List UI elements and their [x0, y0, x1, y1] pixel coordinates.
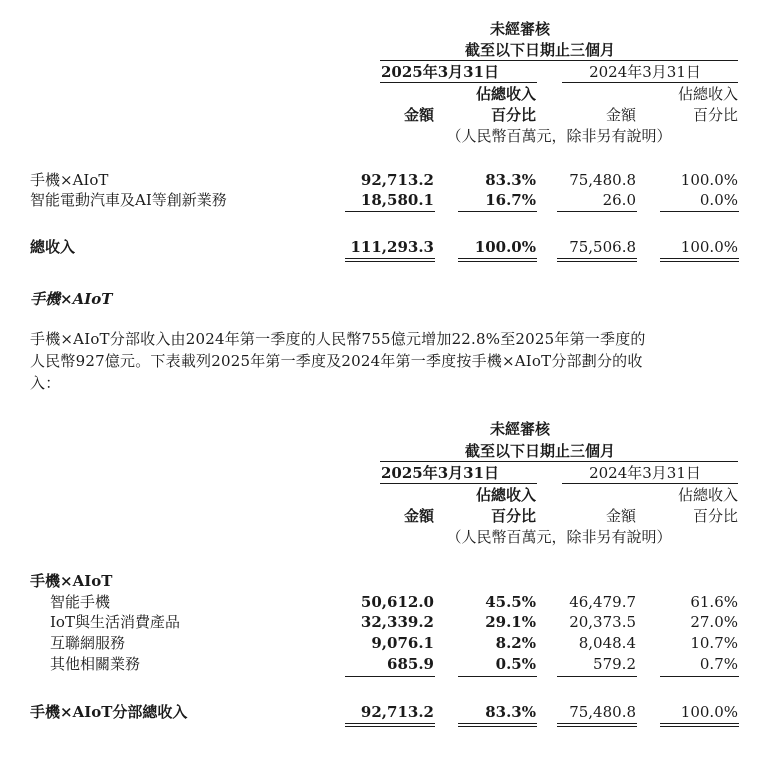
t2-row3-pct2024: 10.7% [690, 634, 738, 652]
t2-row2-label: IoT與生活消費產品 [50, 613, 180, 631]
header-rule [380, 60, 738, 61]
t1-dbl-b2 [458, 261, 537, 262]
t2-pct-label2-2025: 百分比 [490, 507, 536, 525]
t2-row2-pct2024: 27.0% [690, 613, 738, 631]
t1-dbl-a2 [345, 261, 435, 262]
t2-row4-amt2024: 579.2 [593, 655, 636, 673]
t2-date-2024-heading: 2024年3月31日 [589, 464, 701, 482]
t1-row1-amt2025: 92,713.2 [360, 171, 434, 189]
t2-amount-label-2025: 金額 [403, 507, 434, 525]
t1-row1-pct2025: 83.3% [485, 171, 536, 189]
t2-row1-amt2025: 50,612.0 [360, 593, 434, 611]
t2-dbl-c2 [557, 726, 637, 727]
t1-row2-amt2025: 18,580.1 [360, 191, 434, 209]
t2-row4-amt2025: 685.9 [387, 655, 434, 673]
t2-row2-amt2025: 32,339.2 [360, 613, 434, 631]
t1-rule-pct2025 [458, 211, 537, 212]
t1-total-amt2024: 75,506.8 [569, 238, 636, 256]
t1-dbl-d2 [660, 261, 739, 262]
unit-note: （人民幣百萬元，除非另有說明） [446, 127, 672, 145]
t2-total-amt2025: 92,713.2 [360, 703, 434, 721]
t2-total-label: 手機×AIoT分部總收入 [30, 703, 188, 721]
t2-pct-label2-2024: 百分比 [692, 507, 738, 525]
t1-row2-pct2024: 0.0% [699, 191, 738, 209]
t1-row2-label: 智能電動汽車及AI等創新業務 [30, 191, 227, 209]
t1-dbl-c1 [557, 258, 637, 259]
pct-label-2025: 佔總收入 [475, 85, 536, 103]
pct-label-2024: 佔總收入 [677, 85, 738, 103]
t2-rule-amt2024 [557, 676, 637, 677]
pct-label2-2025: 百分比 [490, 106, 536, 124]
t1-dbl-a1 [345, 258, 435, 259]
t2-header-rule-2025 [380, 483, 537, 484]
amount-label-2024: 金額 [605, 106, 636, 124]
pct-label2-2024: 百分比 [692, 106, 738, 124]
t1-rule-amt2025 [345, 211, 435, 212]
t2-dbl-b1 [458, 723, 537, 724]
t2-pct-label-2025: 佔總收入 [475, 486, 536, 504]
t2-period-heading: 截至以下日期止三個月 [464, 442, 615, 460]
t2-row1-label: 智能手機 [50, 593, 111, 611]
header-rule-2025 [380, 82, 537, 83]
t2-dbl-c1 [557, 723, 637, 724]
t2-row4-pct2025: 0.5% [495, 655, 536, 673]
date-2025-heading: 2025年3月31日 [380, 63, 500, 81]
t2-total-amt2024: 75,480.8 [569, 703, 636, 721]
t1-total-pct2025: 100.0% [474, 238, 536, 256]
t2-total-pct2025: 83.3% [485, 703, 536, 721]
section-para-line2: 人民幣927億元。下表載列2025年第一季度及2024年第一季度按手機×AIoT分部劃分的收 [30, 352, 643, 370]
t1-dbl-b1 [458, 258, 537, 259]
t1-rule-pct2024 [660, 211, 739, 212]
t2-date-2025-heading: 2025年3月31日 [380, 464, 500, 482]
amount-label-2025: 金額 [403, 106, 434, 124]
t2-row1-pct2025: 45.5% [485, 593, 536, 611]
t1-rule-amt2024 [557, 211, 637, 212]
section-para-line3: 入： [30, 374, 61, 392]
t2-row1-amt2024: 46,479.7 [569, 593, 636, 611]
t2-dbl-a2 [345, 726, 435, 727]
t2-row3-amt2025: 9,076.1 [371, 634, 434, 652]
t2-unit-note: （人民幣百萬元，除非另有說明） [446, 528, 672, 546]
t1-total-pct2024: 100.0% [680, 238, 738, 256]
t2-dbl-a1 [345, 723, 435, 724]
t2-row2-amt2024: 20,373.5 [569, 613, 636, 631]
t2-unaudited-heading: 未經審核 [489, 420, 550, 438]
t2-dbl-d1 [660, 723, 739, 724]
period-heading: 截至以下日期止三個月 [464, 41, 615, 59]
t2-dbl-b2 [458, 726, 537, 727]
t1-row2-amt2024: 26.0 [602, 191, 636, 209]
date-2024-heading: 2024年3月31日 [589, 63, 701, 81]
t1-row1-pct2024: 100.0% [680, 171, 738, 189]
t1-total-amt2025: 111,293.3 [350, 238, 434, 256]
t2-row4-label: 其他相關業務 [50, 655, 141, 673]
t2-header-rule-2024 [562, 483, 738, 484]
t2-total-pct2024: 100.0% [680, 703, 738, 721]
section-para-line1: 手機×AIoT分部收入由2024年第一季度的人民幣755億元增加22.8%至2025年第一季度的 [30, 330, 646, 348]
t2-dbl-d2 [660, 726, 739, 727]
t2-row3-pct2025: 8.2% [495, 634, 536, 652]
t1-row1-amt2024: 75,480.8 [569, 171, 636, 189]
t2-row2-pct2025: 29.1% [485, 613, 536, 631]
t1-row1-label: 手機×AIoT [30, 171, 109, 189]
unaudited-heading: 未經審核 [489, 20, 550, 38]
section-heading: 手機×AIoT [30, 290, 113, 308]
t2-header-rule [380, 461, 738, 462]
t2-pct-label-2024: 佔總收入 [677, 486, 738, 504]
t2-rule-pct2024 [660, 676, 739, 677]
t2-row1-pct2024: 61.6% [690, 593, 738, 611]
t2-amount-label-2024: 金額 [605, 507, 636, 525]
t1-dbl-c2 [557, 261, 637, 262]
header-rule-2024 [562, 82, 738, 83]
t2-rule-amt2025 [345, 676, 435, 677]
t2-row3-amt2024: 8,048.4 [578, 634, 636, 652]
t2-group-label: 手機×AIoT [30, 572, 113, 590]
t2-rule-pct2025 [458, 676, 537, 677]
t2-row3-label: 互聯網服務 [50, 634, 126, 652]
t2-row4-pct2024: 0.7% [699, 655, 738, 673]
t1-dbl-d1 [660, 258, 739, 259]
t1-total-label: 總收入 [30, 238, 76, 256]
t1-row2-pct2025: 16.7% [485, 191, 536, 209]
